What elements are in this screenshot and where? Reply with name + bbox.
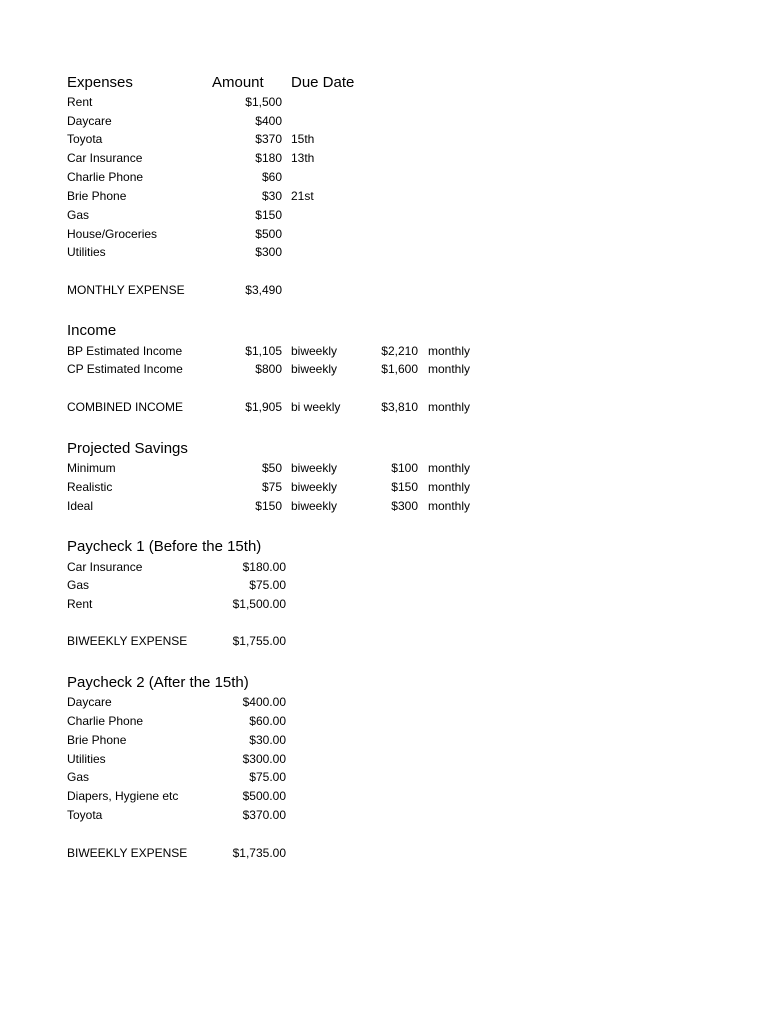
expense-row-brie-phone (0, 187, 768, 206)
paycheck2-row-daycare (0, 693, 768, 712)
combined-income-frequency: bi weekly (291, 400, 341, 414)
savings-frequency: biweekly (291, 499, 338, 513)
paycheck1-item-amount: $75.00 (249, 578, 286, 592)
paycheck2-total-label: BIWEEKLY EXPENSE (67, 846, 188, 860)
expense-row-daycare (0, 112, 768, 131)
paycheck1-item-amount: $1,500.00 (232, 597, 286, 611)
expense-amount: $30 (261, 189, 282, 203)
expense-due-date: 15th (291, 132, 315, 146)
savings-monthly-amount: $300 (391, 499, 418, 513)
income-monthly-label: monthly (428, 362, 471, 376)
paycheck2-row-toyota (0, 806, 768, 825)
savings-row-ideal (0, 497, 768, 516)
paycheck2-item-label: Daycare (67, 695, 112, 709)
expense-label: Rent (67, 95, 93, 109)
amount-column-header: Amount (212, 74, 264, 91)
paycheck2-item-label: Utilities (67, 752, 106, 766)
expense-due-date: 13th (291, 151, 315, 165)
expense-row-gas (0, 206, 768, 225)
paycheck1-item-label: Car Insurance (67, 560, 143, 574)
paycheck2-item-amount: $500.00 (242, 789, 286, 803)
expense-amount: $150 (255, 208, 282, 222)
income-frequency: biweekly (291, 362, 338, 376)
paycheck2-item-label: Brie Phone (67, 733, 127, 747)
paycheck2-row-diapers-hygiene (0, 787, 768, 806)
paycheck2-item-amount: $60.00 (249, 714, 286, 728)
expense-label: Gas (67, 208, 90, 222)
expense-amount: $370 (255, 132, 282, 146)
income-biweekly-amount: $1,105 (245, 344, 282, 358)
combined-income-row (0, 398, 768, 417)
income-label: CP Estimated Income (67, 362, 183, 376)
due-date-column-header: Due Date (291, 74, 355, 91)
paycheck1-total-amount: $1,755.00 (232, 634, 286, 648)
savings-frequency: biweekly (291, 480, 338, 494)
expense-label: Utilities (67, 245, 106, 259)
paycheck2-row-brie-phone (0, 731, 768, 750)
paycheck2-header-row (0, 673, 768, 692)
expense-row-charlie-phone (0, 168, 768, 187)
savings-monthly-label: monthly (428, 461, 471, 475)
combined-income-amount: $1,905 (245, 400, 282, 414)
paycheck2-item-label: Charlie Phone (67, 714, 144, 728)
expense-row-car-insurance (0, 149, 768, 168)
paycheck2-total-row (0, 844, 768, 863)
savings-title: Projected Savings (67, 440, 188, 457)
monthly-expense-label: MONTHLY EXPENSE (67, 283, 185, 297)
paycheck1-item-amount: $180.00 (242, 560, 286, 574)
paycheck1-row-car-insurance (0, 558, 768, 577)
combined-income-label: COMBINED INCOME (67, 400, 184, 414)
expense-row-toyota (0, 130, 768, 149)
savings-biweekly-amount: $150 (255, 499, 282, 513)
paycheck1-title: Paycheck 1 (Before the 15th) (67, 538, 262, 555)
income-monthly-label: monthly (428, 344, 471, 358)
income-monthly-amount: $2,210 (381, 344, 418, 358)
paycheck1-item-label: Gas (67, 578, 90, 592)
expense-row-rent (0, 93, 768, 112)
paycheck1-item-label: Rent (67, 597, 93, 611)
savings-row-realistic (0, 478, 768, 497)
paycheck1-total-row (0, 632, 768, 651)
savings-biweekly-amount: $50 (261, 461, 282, 475)
paycheck2-item-amount: $370.00 (242, 808, 286, 822)
income-header-row (0, 321, 768, 340)
paycheck2-item-amount: $300.00 (242, 752, 286, 766)
income-biweekly-amount: $800 (255, 362, 282, 376)
expense-label: Toyota (67, 132, 103, 146)
paycheck2-title: Paycheck 2 (After the 15th) (67, 674, 249, 691)
paycheck1-total-label: BIWEEKLY EXPENSE (67, 634, 188, 648)
income-row-cp (0, 360, 768, 379)
paycheck2-item-label: Diapers, Hygiene etc (67, 789, 179, 803)
savings-biweekly-amount: $75 (261, 480, 282, 494)
income-title: Income (67, 322, 117, 339)
savings-label: Minimum (67, 461, 116, 475)
income-monthly-amount: $1,600 (381, 362, 418, 376)
expense-label: Car Insurance (67, 151, 143, 165)
paycheck2-item-amount: $400.00 (242, 695, 286, 709)
income-row-bp (0, 342, 768, 361)
paycheck1-row-gas (0, 576, 768, 595)
paycheck2-item-amount: $75.00 (249, 770, 286, 784)
expense-due-date: 21st (291, 189, 314, 203)
paycheck1-header-row (0, 537, 768, 556)
expense-label: House/Groceries (67, 227, 158, 241)
paycheck2-total-amount: $1,735.00 (232, 846, 286, 860)
expense-amount: $500 (255, 227, 282, 241)
monthly-expense-total-row (0, 281, 768, 300)
savings-monthly-amount: $150 (391, 480, 418, 494)
expense-label: Brie Phone (67, 189, 127, 203)
combined-income-monthly-label: monthly (428, 400, 471, 414)
paycheck2-row-charlie-phone (0, 712, 768, 731)
savings-row-minimum (0, 459, 768, 478)
monthly-expense-amount: $3,490 (245, 283, 282, 297)
expense-label: Charlie Phone (67, 170, 144, 184)
savings-monthly-amount: $100 (391, 461, 418, 475)
expense-amount: $1,500 (245, 95, 282, 109)
savings-monthly-label: monthly (428, 480, 471, 494)
income-label: BP Estimated Income (67, 344, 183, 358)
expense-amount: $60 (261, 170, 282, 184)
combined-income-monthly-amount: $3,810 (381, 400, 418, 414)
expense-amount: $180 (255, 151, 282, 165)
savings-header-row (0, 439, 768, 458)
expense-label: Daycare (67, 114, 112, 128)
income-frequency: biweekly (291, 344, 338, 358)
expenses-title: Expenses (67, 74, 133, 91)
expense-row-house-groceries (0, 225, 768, 244)
paycheck2-row-gas (0, 768, 768, 787)
paycheck2-item-label: Gas (67, 770, 90, 784)
paycheck2-item-label: Toyota (67, 808, 103, 822)
expenses-header-row (0, 73, 768, 92)
expense-amount: $400 (255, 114, 282, 128)
expense-amount: $300 (255, 245, 282, 259)
savings-frequency: biweekly (291, 461, 338, 475)
savings-label: Ideal (67, 499, 94, 513)
paycheck1-row-rent (0, 595, 768, 614)
savings-label: Realistic (67, 480, 113, 494)
paycheck2-row-utilities (0, 750, 768, 769)
expense-row-utilities (0, 243, 768, 262)
paycheck2-item-amount: $30.00 (249, 733, 286, 747)
savings-monthly-label: monthly (428, 499, 471, 513)
